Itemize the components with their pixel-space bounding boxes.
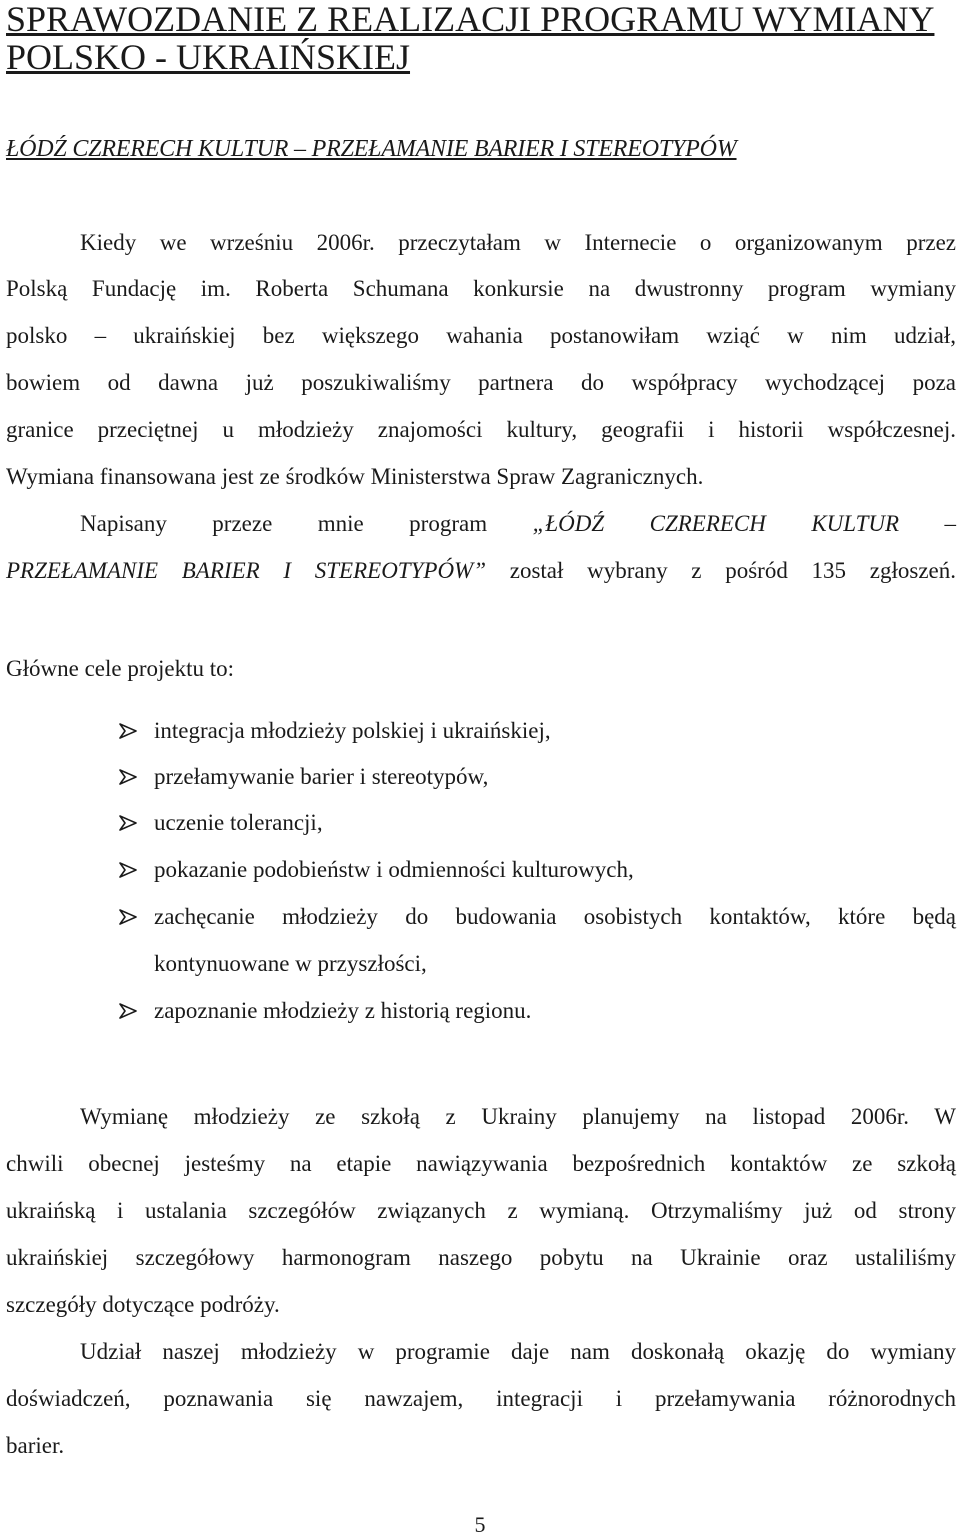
goal-text: uczenie tolerancji,	[154, 810, 323, 835]
program-name-part-2: PRZEŁAMANIE BARIER I STEREOTYPÓW”	[6, 558, 487, 583]
program-name-part-1: „ŁÓDŹ CZRERECH KULTUR –	[532, 511, 957, 536]
para3-line-3: ukraińską i ustalania szczegółów związanych z wymianą. Otrzymaliśmy już od strony	[6, 1198, 956, 1223]
report-title-line-2: POLSKO - UKRAIŃSKIEJ	[6, 37, 411, 77]
arrow-bullet-icon	[118, 768, 138, 786]
goal-item	[118, 996, 532, 1026]
para2-line-1	[80, 509, 956, 539]
arrow-bullet-icon	[118, 722, 138, 740]
arrow-bullet-icon	[118, 861, 138, 879]
para4-line-3: barier.	[6, 1433, 65, 1458]
arrow-bullet-icon	[118, 814, 138, 832]
report-title-line-1: SPRAWOZDANIE Z REALIZACJI PROGRAMU WYMIANY	[6, 0, 935, 39]
goal-text: zachęcanie młodzieży do budowania osobistych kontaktów, które będą	[154, 904, 956, 929]
para3-line-2: chwili obecnej jesteśmy na etapie nawiązywania bezpośrednich kontaktów ze szkołą	[6, 1151, 956, 1176]
para2-line-2	[6, 556, 956, 586]
goal-item	[118, 902, 956, 932]
para1-line-4: bowiem od dawna już poszukiwaliśmy partnera do współpracy wychodzącej poza	[6, 370, 956, 395]
para1-line-6: Wymiana finansowana jest ze środków Ministerstwa Spraw Zagranicznych.	[6, 464, 704, 489]
para3-line-1: Wymianę młodzieży ze szkołą z Ukrainy planujemy na listopad 2006r. W	[80, 1104, 956, 1129]
arrow-bullet-icon	[118, 908, 138, 926]
para2-lead: Napisany przeze mnie program	[80, 511, 488, 536]
goal-item	[118, 762, 489, 792]
goal-text: pokazanie podobieństw i odmienności kulturowych,	[154, 857, 634, 882]
goal-item	[118, 716, 551, 746]
goals-heading: Główne cele projektu to:	[6, 656, 235, 681]
para1-line-2: Polską Fundację im. Roberta Schumana konkursie na dwustronny program wymiany	[6, 276, 956, 301]
project-subtitle: ŁÓDŹ CZRERECH KULTUR – PRZEŁAMANIE BARIER I STEREOTYPÓW	[6, 136, 737, 162]
para1-line-5: granice przeciętnej u młodzieży znajomości kultury, geografii i historii współczesnej.	[6, 417, 956, 442]
goal-item	[118, 808, 323, 838]
goal-text: przełamywanie barier i stereotypów,	[154, 764, 489, 789]
goal-item	[118, 855, 634, 885]
para1-line-3: polsko – ukraińskiej bez większego wahania postanowiłam wziąć w nim udział,	[6, 323, 956, 348]
para4-line-2: doświadczeń, poznawania się nawzajem, integracji i przełamywania różnorodnych	[6, 1386, 956, 1411]
page-number: 5	[474, 1512, 486, 1537]
para3-line-4: ukraińskiej szczegółowy harmonogram naszego pobytu na Ukrainie oraz ustaliliśmy	[6, 1245, 956, 1270]
goal-text: integracja młodzieży polskiej i ukraińskiej,	[154, 718, 551, 743]
para1-line-1: Kiedy we wrześniu 2006r. przeczytałam w Internecie o organizowanym przez	[80, 230, 956, 255]
goal-text: zapoznanie młodzieży z historią regionu.	[154, 998, 532, 1023]
goal-continuation: kontynuowane w przyszłości,	[154, 951, 427, 976]
arrow-bullet-icon	[118, 1002, 138, 1020]
para4-line-1: Udział naszej młodzieży w programie daje nam doskonałą okazję do wymiany	[80, 1339, 956, 1364]
para3-line-5: szczegóły dotyczące podróży.	[6, 1292, 280, 1317]
para2-tail: został wybrany z pośród 135 zgłoszeń.	[509, 558, 956, 583]
